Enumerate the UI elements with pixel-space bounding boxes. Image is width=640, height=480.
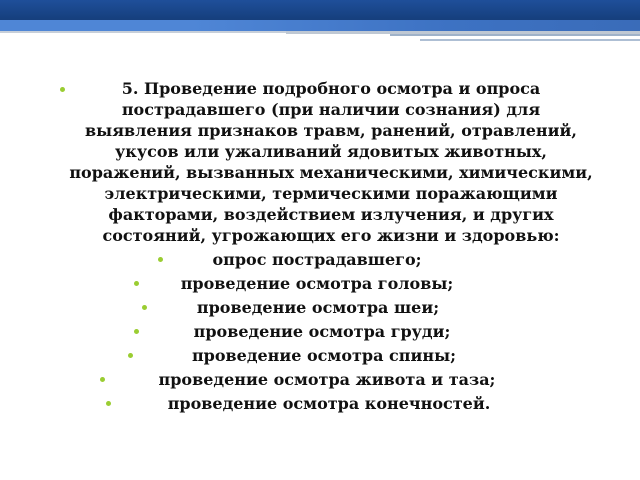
bullet-icon <box>128 353 133 358</box>
header-rule-left <box>0 31 290 33</box>
list-item-text: проведение осмотра спины; <box>191 346 457 365</box>
bullet-icon <box>158 257 163 262</box>
list-item <box>130 368 524 392</box>
list-item-text: проведение осмотра живота и таза; <box>158 370 496 389</box>
list-item-text: опрос пострадавшего; <box>212 250 422 269</box>
list-item <box>170 320 474 344</box>
bullet-icon <box>134 281 139 286</box>
header-decoration-line <box>390 34 640 36</box>
bullet-icon <box>134 329 139 334</box>
list-item <box>166 344 482 368</box>
bullet-icon <box>100 377 105 382</box>
list-item <box>164 272 470 296</box>
list-item <box>170 296 466 320</box>
intro-text: 5. Проведение подробного осмотра и опроса пострадавшего (при наличии сознания) для выявления признаков травм, ранений, отравлений, укусов или ужаливаний ядовитых животных, поражений, вызванных механическими, химическими, электрическими, термическими поражающими факторами, воздействием излучения, и других состояний, угрожающих его жизни и здоровью: <box>69 79 593 245</box>
list-item-text: проведение осмотра шеи; <box>196 298 440 317</box>
list-item <box>188 248 446 272</box>
header-decoration <box>390 34 640 44</box>
bullet-icon <box>106 401 111 406</box>
bullet-icon <box>60 87 65 92</box>
bullet-icon <box>142 305 147 310</box>
intro-paragraph <box>66 78 596 246</box>
list-item-text: проведение осмотра конечностей. <box>167 394 491 413</box>
slide-content <box>0 78 640 416</box>
header-band <box>0 0 640 44</box>
list-item <box>138 392 520 416</box>
header-decoration-line <box>420 39 640 41</box>
list-item-text: проведение осмотра груди; <box>193 322 451 341</box>
list-item-text: проведение осмотра головы; <box>180 274 454 293</box>
